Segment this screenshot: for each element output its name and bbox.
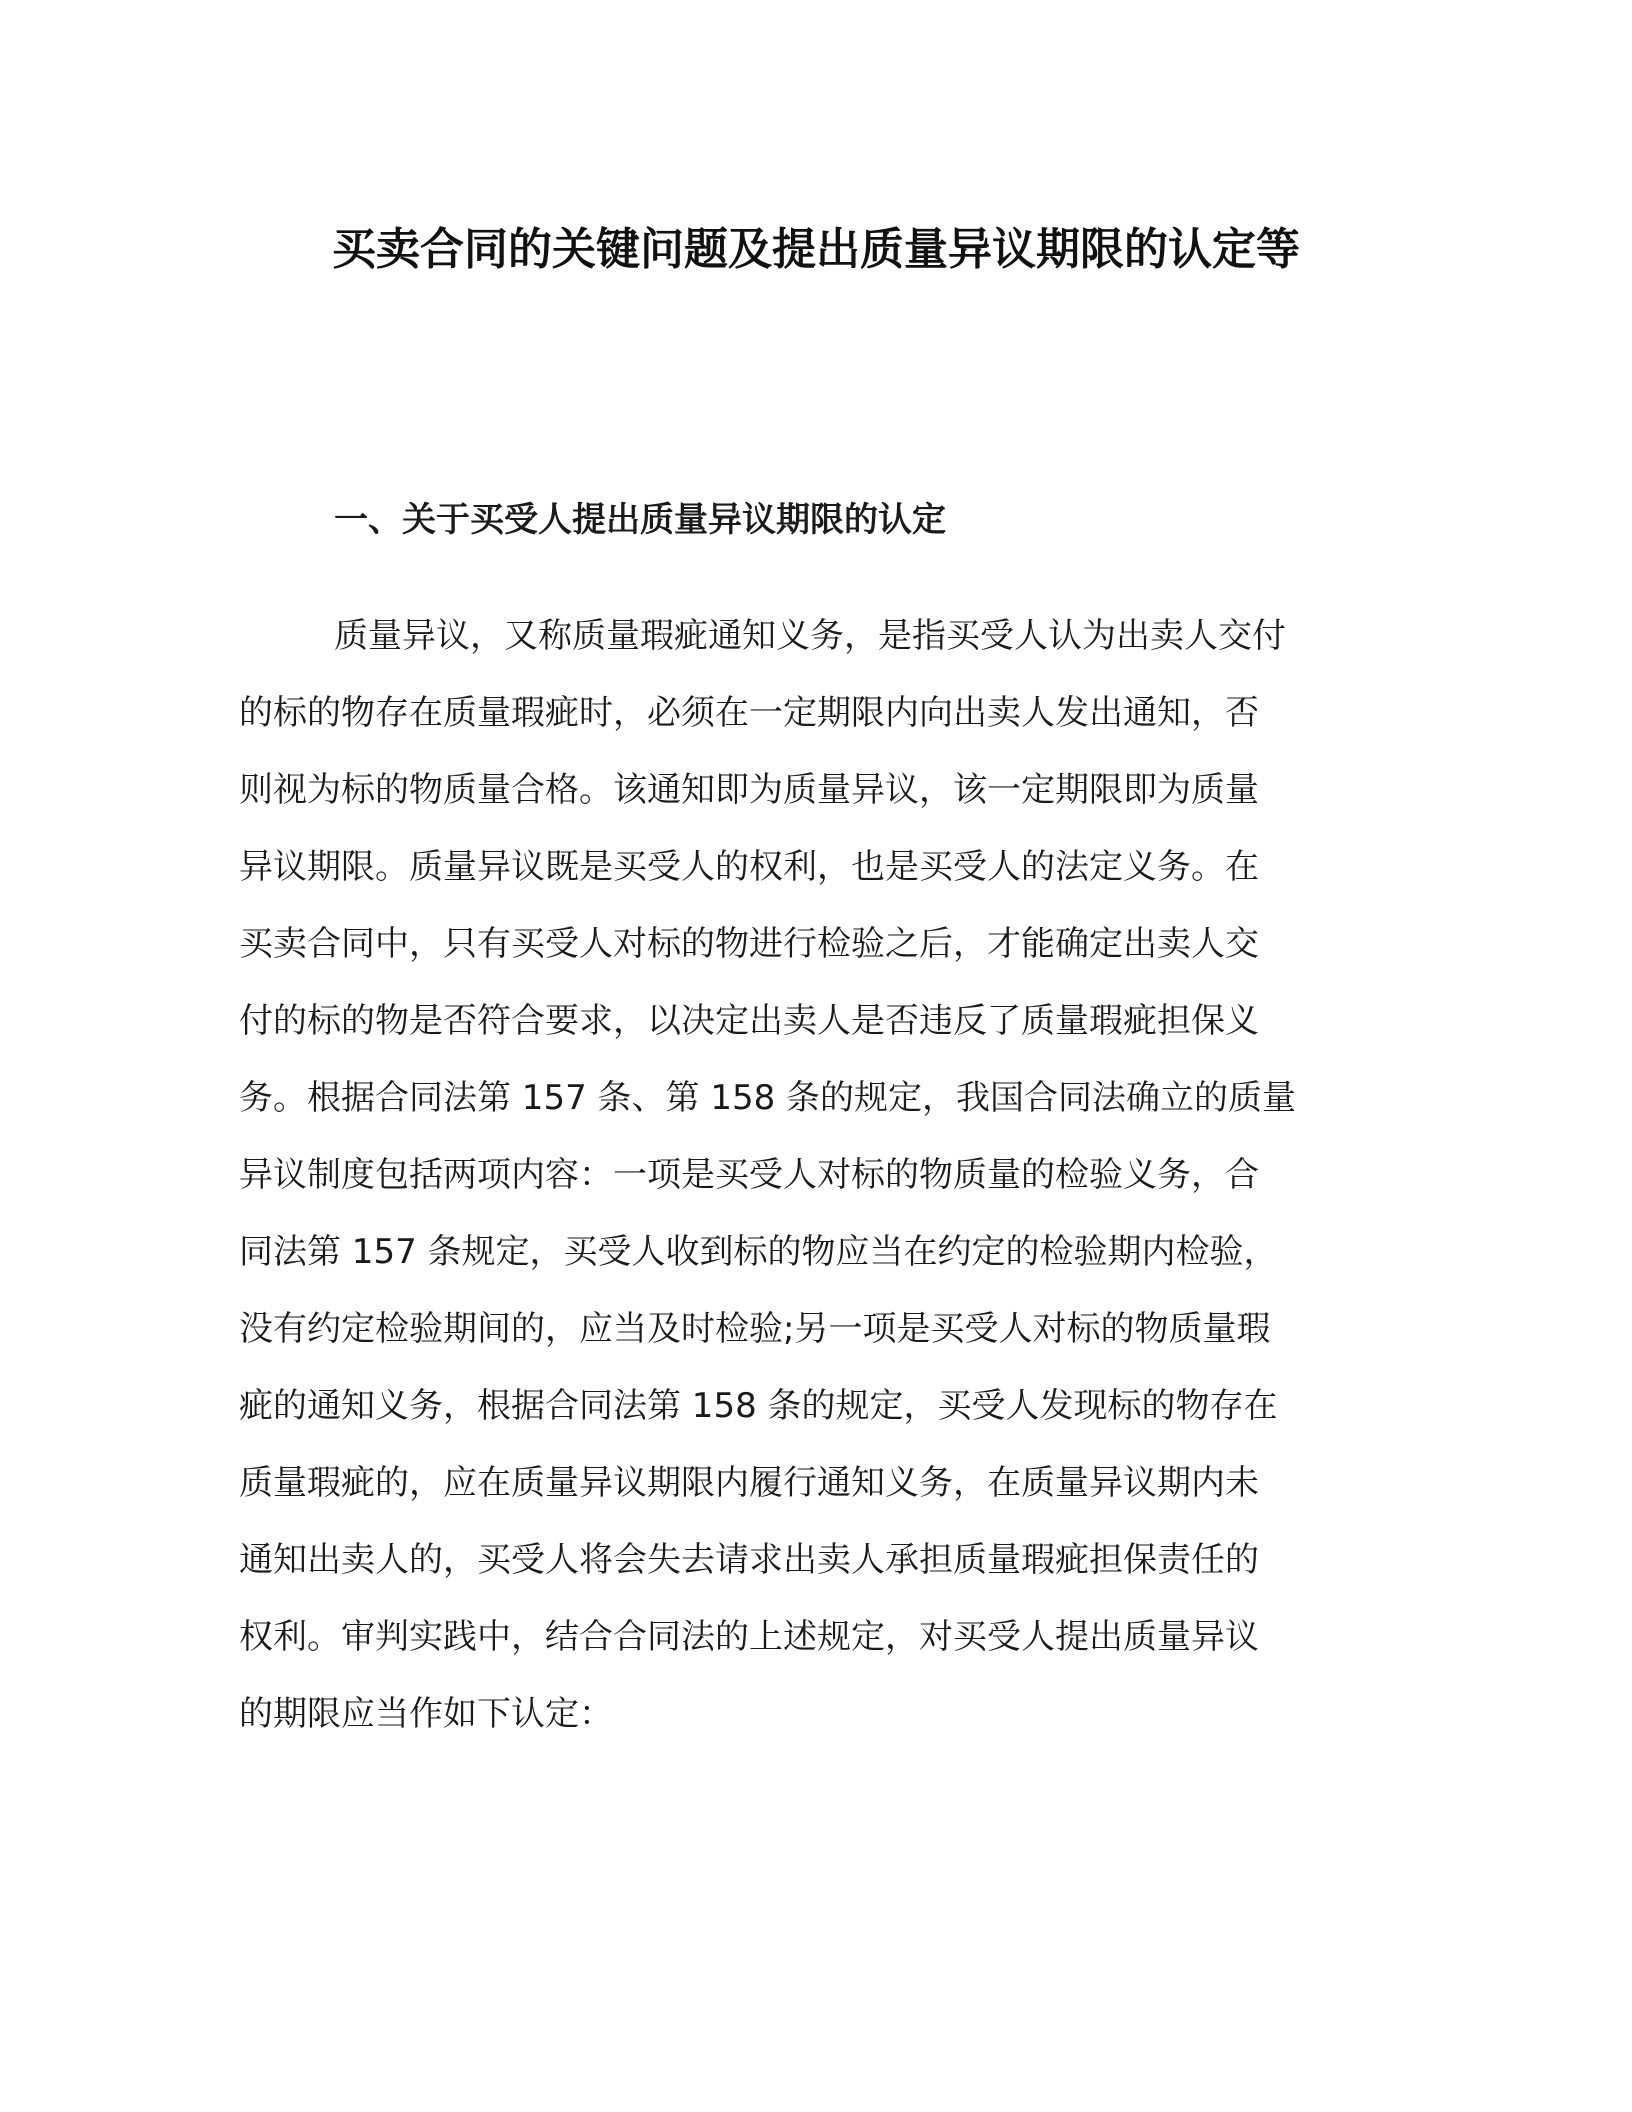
paragraph-line: 异议期限。质量异议既是买受人的权利，也是买受人的法定义务。在: [239, 847, 1259, 887]
paragraph-line: 买卖合同中，只有买受人对标的物进行检验之后，才能确定出卖人交: [239, 924, 1259, 964]
paragraph-line: 权利。审判实践中，结合合同法的上述规定，对买受人提出质量异议: [239, 1617, 1259, 1657]
paragraph-line: 同法第 157 条规定，买受人收到标的物应当在约定的检验期内检验，: [239, 1232, 1278, 1272]
paragraph-line: 异议制度包括两项内容：一项是买受人对标的物质量的检验义务，合: [239, 1155, 1259, 1195]
paragraph-line: 的期限应当作如下认定：: [239, 1694, 613, 1734]
paragraph-line: 务。根据合同法第 157 条、第 158 条的规定，我国合同法确立的质量: [239, 1078, 1297, 1118]
paragraph-line: 质量异议，又称质量瑕疵通知义务，是指买受人认为出卖人交付: [334, 616, 1286, 656]
paragraph-line: 质量瑕疵的，应在质量异议期限内履行通知义务，在质量异议期内未: [239, 1463, 1259, 1503]
paragraph-line: 通知出卖人的，买受人将会失去请求出卖人承担质量瑕疵担保责任的: [239, 1540, 1259, 1580]
body-paragraph: [239, 598, 1384, 1753]
paragraph-line: 的标的物存在质量瑕疵时，必须在一定期限内向出卖人发出通知，否: [239, 693, 1259, 733]
paragraph-line: 没有约定检验期间的，应当及时检验;另一项是买受人对标的物质量瑕: [239, 1309, 1271, 1349]
section-heading: 一、关于买受人提出质量异议期限的认定: [334, 500, 946, 540]
paragraph-line: 则视为标的物质量合格。该通知即为质量异议，该一定期限即为质量: [239, 770, 1259, 810]
paragraph-line: 付的标的物是否符合要求，以决定出卖人是否违反了质量瑕疵担保义: [239, 1001, 1259, 1041]
document-title: 买卖合同的关键问题及提出质量异议期限的认定等: [332, 224, 1300, 275]
paragraph-line: 疵的通知义务，根据合同法第 158 条的规定，买受人发现标的物存在: [239, 1386, 1278, 1426]
